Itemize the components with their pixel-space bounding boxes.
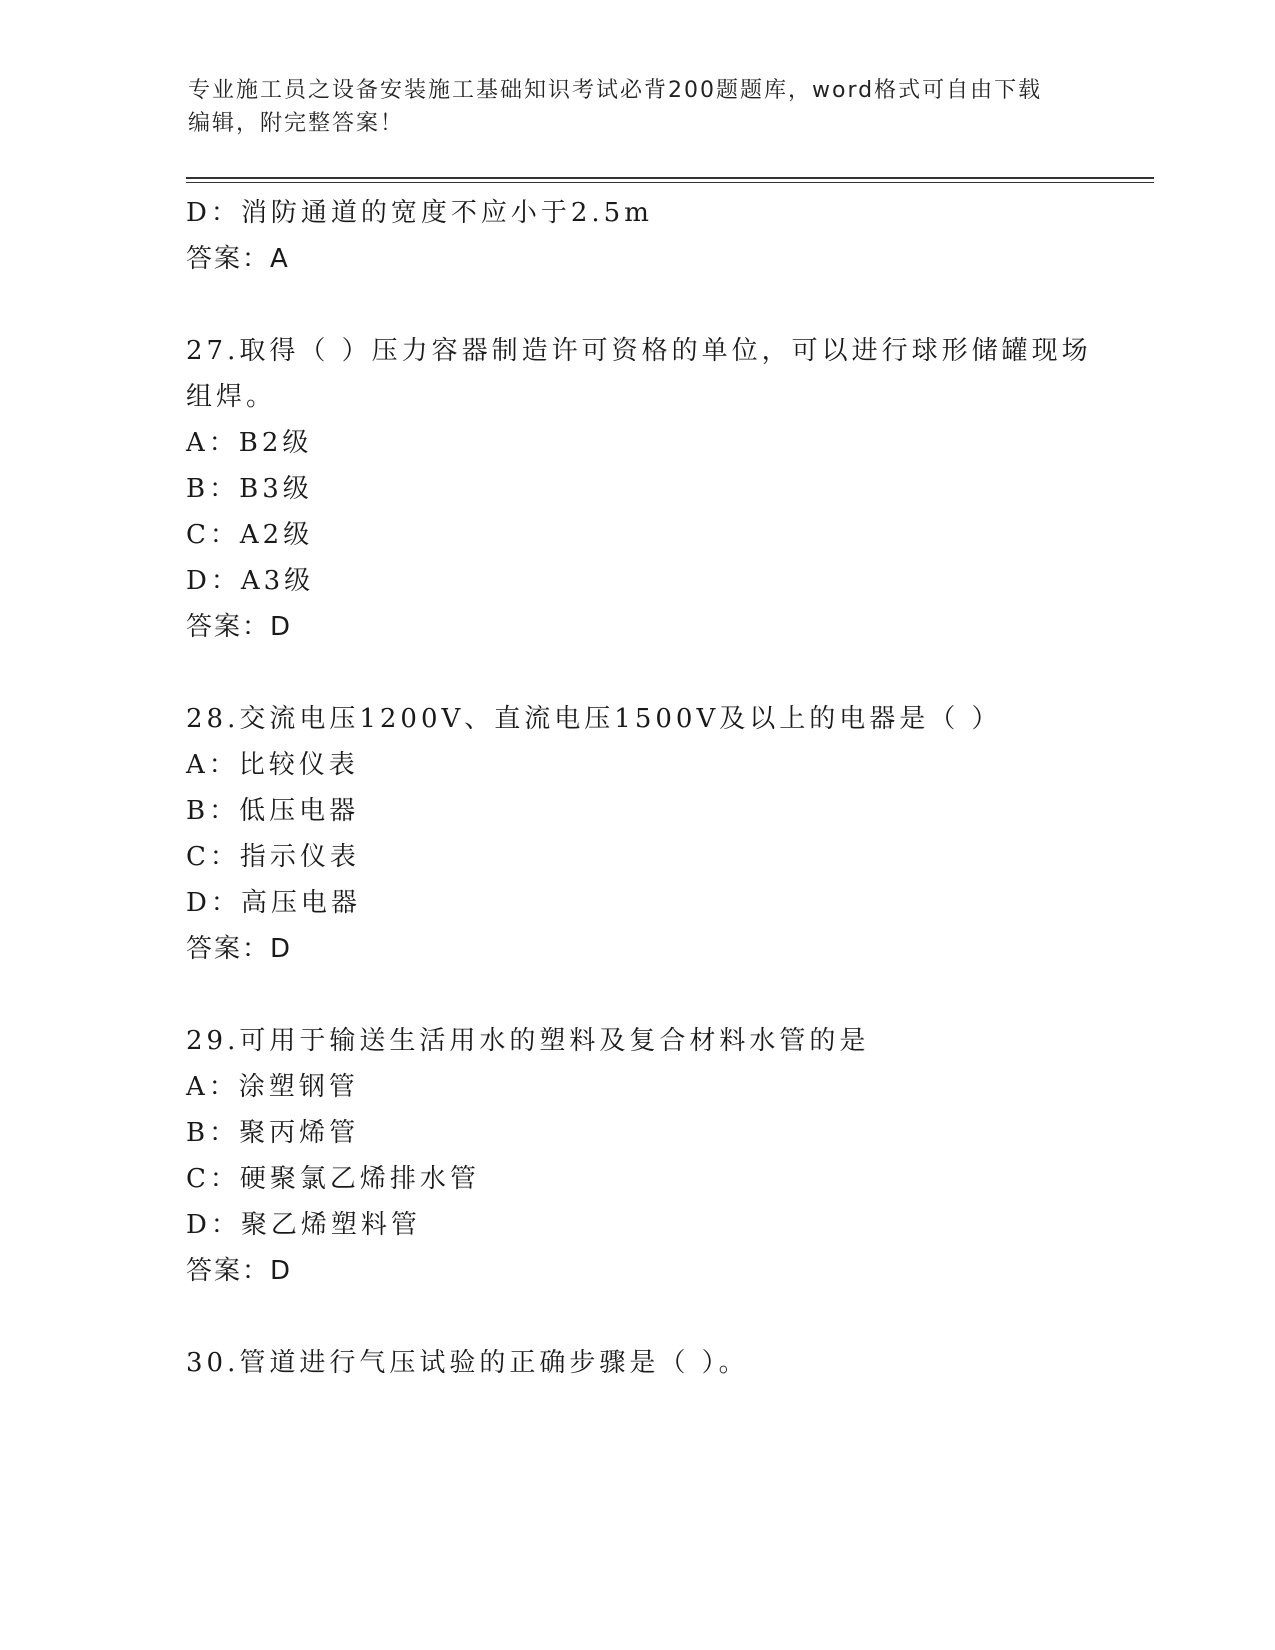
option-b: B：低压电器 [186,796,360,826]
question-26-tail [186,190,1086,282]
option-a: A：B2级 [186,428,313,458]
question-30 [186,1340,1086,1386]
option-a: A：比较仪表 [186,750,359,780]
option-b: B：B3级 [186,474,313,504]
option-d: D：聚乙烯塑料管 [186,1210,421,1240]
answer-line: 答案：D [186,934,293,964]
question-29 [186,1018,1086,1294]
question-27 [186,328,1092,650]
option-d: D：A3级 [186,566,315,596]
option-c: C：A2级 [186,520,314,550]
question-stem-continued: 组焊。 [186,382,277,412]
question-28 [186,696,1086,972]
spacer [186,972,1086,1018]
answer-line: 答案：D [186,612,293,642]
spacer [186,1294,1086,1340]
header-title-line1: 专业施工员之设备安装施工基础知识考试必背200题题库，word格式可自由下载 [188,78,1043,103]
answer-line: 答案：D [186,1256,293,1286]
question-list [186,190,1092,1386]
option-c: C：硬聚氯乙烯排水管 [186,1164,480,1194]
option-d: D：消防通道的宽度不应小于2.5m [186,198,653,228]
option-b: B：聚丙烯管 [186,1118,360,1148]
question-stem: 27.取得（ ）压力容器制造许可资格的单位，可以进行球形储罐现场 [186,336,1092,366]
question-stem: 28.交流电压1200V、直流电压1500V及以上的电器是（ ） [186,704,1002,734]
question-stem: 30.管道进行气压试验的正确步骤是（ ）。 [186,1348,749,1378]
spacer [186,650,1086,696]
header-title-line2: 编辑，附完整答案！ [188,111,405,136]
question-stem: 29.可用于输送生活用水的塑料及复合材料水管的是 [186,1026,870,1056]
header-divider-thick [186,177,1154,179]
document-header [188,74,1088,140]
option-a: A：涂塑钢管 [186,1072,359,1102]
option-d: D：高压电器 [186,888,361,918]
header-divider-thin [186,182,1154,183]
spacer [186,282,1086,328]
option-c: C：指示仪表 [186,842,360,872]
answer-line: 答案：A [186,244,290,274]
